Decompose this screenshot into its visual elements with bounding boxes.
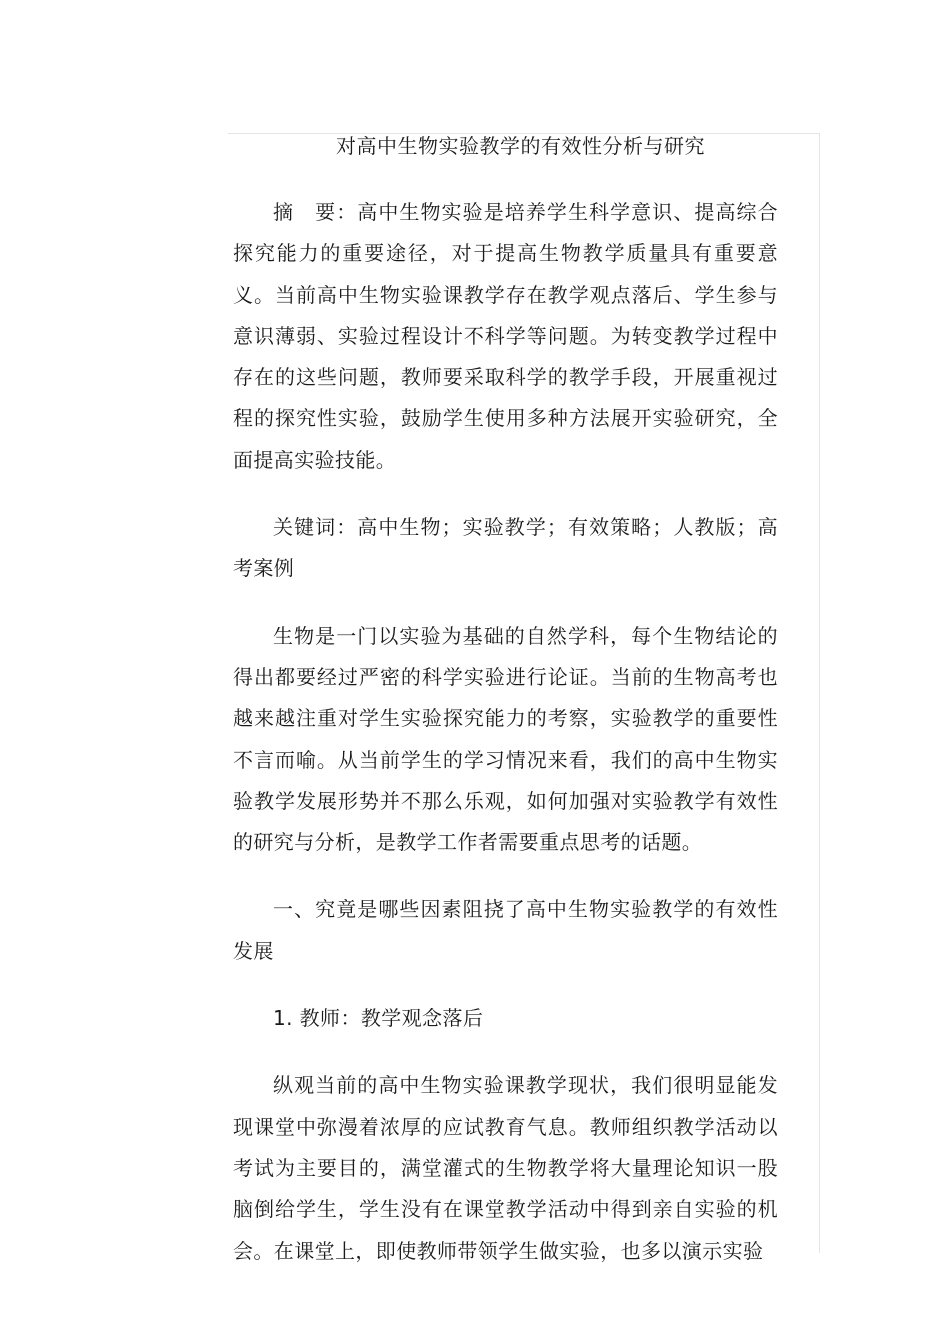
document-title: 对高中生物实验教学的有效性分析与研究 [336,134,705,158]
abstract-paragraph: 摘 要：高中生物实验是培养学生科学意识、提高综合探究能力的重要途径，对于提高生物教学质量具有重要意义。当前高中生物实验课教学存在教学观点落后、学生参与意识薄弱、实验过程设计不科学等问题。为转变教学过程中存在的这些问题，教师要采取科学的教学手段，开展重视过程的探究性实验，鼓励学生使用多种方法展开实验研究，全面提高实验技能。 [233,200,778,472]
intro-paragraph: 生物是一门以实验为基础的自然学科，每个生物结论的得出都要经过严密的科学实验进行论证。当前的生物高考也越来越注重对学生实验探究能力的考察，实验教学的重要性不言而喻。从当前学生的学习情况来看，我们的高中生物实验教学发展形势并不那么乐观，如何加强对实验教学有效性的研究与分析，是教学工作者需要重点思考的话题。 [233,623,778,855]
keywords-paragraph: 关键词：高中生物；实验教学；有效策略；人教版；高考案例 [233,515,778,581]
section-heading: 一、究竟是哪些因素阻挠了高中生物实验教学的有效性发展 [233,897,778,963]
document-body [233,130,778,1272]
subsection-body-paragraph: 纵观当前的高中生物实验课教学现状，我们很明显能发现课堂中弥漫着浓厚的应试教育气息。教师组织教学活动以考试为主要目的，满堂灌式的生物教学将大量理论知识一股脑倒给学生，学生没有在课堂教学活动中得到亲自实验的机会。在课堂上，即使教师带领学生做实验，也多以演示实验 [233,1073,778,1263]
subsection-heading: 1. 教师：教学观念落后 [273,1006,484,1031]
